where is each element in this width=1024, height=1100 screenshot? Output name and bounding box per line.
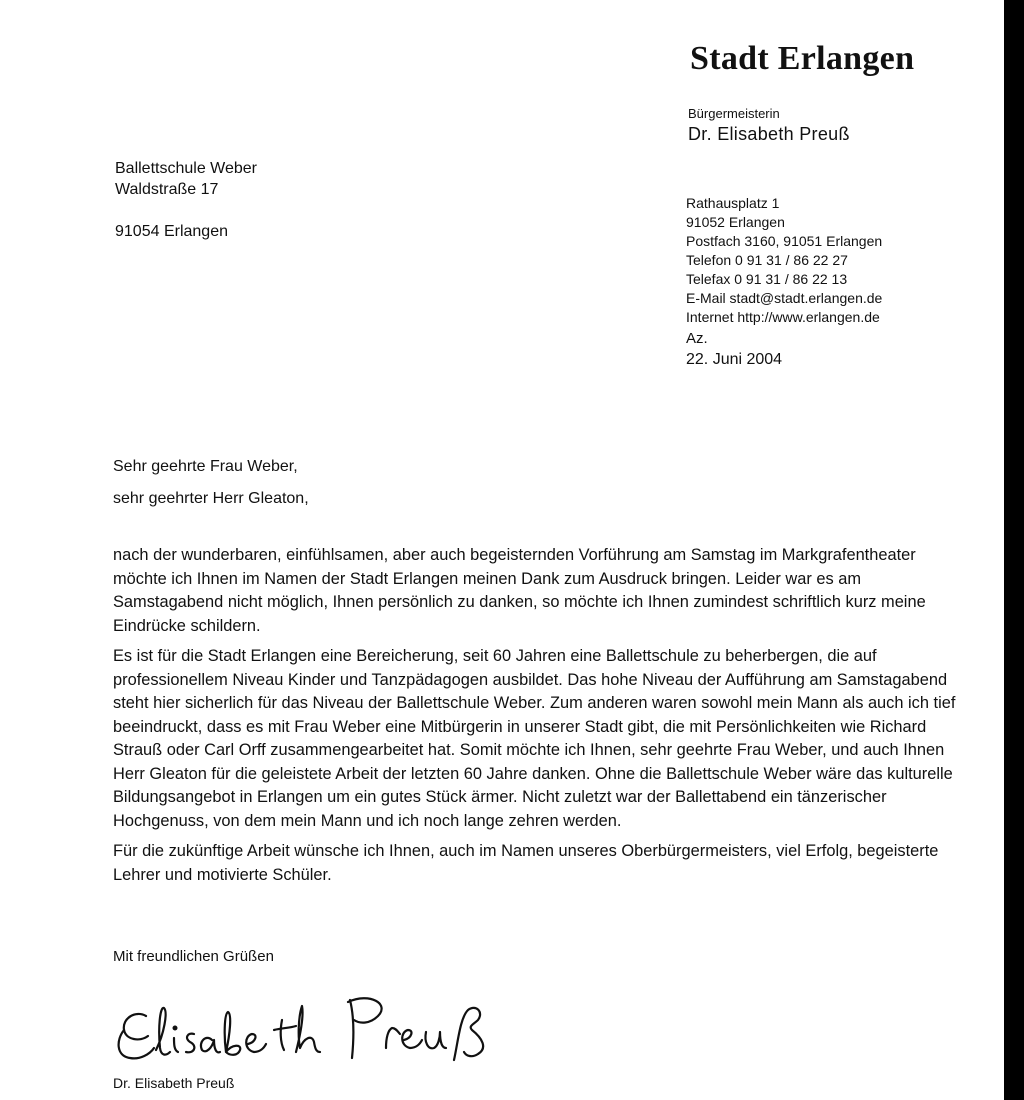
letter-date: 22. Juni 2004 [686, 351, 783, 368]
recipient-street: Waldstraße 17 [115, 181, 219, 198]
recipient-address [115, 158, 257, 242]
body-paragraph-3: Für die zukünftige Arbeit wünsche ich Ihnen, auch im Namen unseres Oberbürgermeisters, viel Erfolg, begeisterte Lehrer und motivierte Schüler. [113, 842, 939, 884]
salutation [113, 458, 309, 508]
sender-fax: Telefax 0 91 31 / 86 22 13 [686, 271, 848, 287]
reference-number: Az. [686, 330, 708, 347]
recipient-city: 91054 Erlangen [115, 223, 228, 240]
sender-contact-block [686, 194, 882, 369]
handwritten-signature [108, 978, 508, 1068]
sender-postbox: Postfach 3160, 91051 Erlangen [686, 233, 883, 249]
letterhead-mayor-name: Dr. Elisabeth Preuß [688, 124, 850, 144]
sender-postal-city: 91052 Erlangen [686, 214, 785, 230]
closing-phrase: Mit freundlichen Grüßen [113, 948, 274, 965]
signature-stroke-e-bottom [119, 1030, 154, 1058]
letter-body [113, 544, 965, 887]
body-paragraph-2: Es ist für die Stadt Erlangen eine Bereicherung, seit 60 Jahren eine Ballettschule zu beherbergen, die auf professionellem Niveau Kinder und Tanzpädagogen ausbildet. Das hohe Niveau der Aufführung am Samstagabend steht hier sicherlich für das Niveau der Ballettschule Weber. Zum anderen waren sowohl mein Mann als auch ich tief beeindruckt, dass es mit Frau Weber eine Mitbürgerin in unserer Stadt gibt, die mit Persönlichkeiten wie Richard Strauß oder Carl Orff zusammengearbeitet hat. Somit möchte ich Ihnen, sehr geehrte Frau Weber, und auch Ihnen Herr Gleaton für die geleistete Arbeit der letzten 60 Jahre danken. Ohne die Ballettschule Weber wäre das kulturelle Bildungsangebot in Erlangen um ein gutes Stück ärmer. Nicht zuletzt war der Ballettabend ein tänzerischer Hochgenuss, von dem mein Mann und ich noch lange zehren werden. [113, 647, 956, 830]
recipient-name: Ballettschule Weber [115, 160, 257, 177]
letterhead-city-title: Stadt Erlangen [690, 40, 915, 77]
signer-name: Dr. Elisabeth Preuß [113, 1075, 235, 1091]
salutation-line-2: sehr geehrter Herr Gleaton, [113, 490, 309, 507]
signature-stroke-e-top [124, 1014, 148, 1039]
salutation-line-1: Sehr geehrte Frau Weber, [113, 458, 298, 475]
sender-internet: Internet http://www.erlangen.de [686, 309, 880, 325]
sender-address-line: Rathausplatz 1 [686, 195, 780, 211]
sender-email: E-Mail stadt@stadt.erlangen.de [686, 290, 883, 306]
letterhead-role: Bürgermeisterin [688, 106, 780, 121]
body-paragraph-1: nach der wunderbaren, einfühlsamen, aber auch begeisternden Vorführung am Samstag im Markgrafentheater möchte ich Ihnen im Namen der Stadt Erlangen meinen Dank zum Ausdruck bringen. Leider war es am Samstagabend nicht möglich, Ihnen persönlich zu danken, so möchte ich Ihnen zumindest schriftlich kurz meine Eindrücke schildern. [113, 546, 926, 635]
sender-phone: Telefon 0 91 31 / 86 22 27 [686, 252, 848, 268]
